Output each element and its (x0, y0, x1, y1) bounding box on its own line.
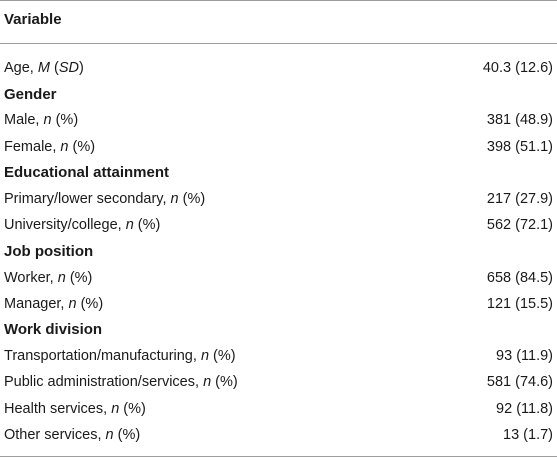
label-text: (%) (133, 217, 161, 234)
table-top-rule (0, 0, 557, 1)
table-row (0, 265, 557, 291)
label-text: Other services, (4, 426, 106, 443)
label-text: (%) (178, 191, 206, 208)
row-label (4, 112, 78, 128)
label-text: Male, (4, 112, 44, 129)
row-value: 562 (72.1) (486, 217, 553, 234)
section-header-row (0, 317, 557, 343)
table-row (0, 134, 557, 160)
row-value: 581 (74.6) (486, 374, 553, 391)
italic-symbol: n (200, 348, 210, 365)
label-text: Transportation/manufacturing, (4, 348, 201, 365)
section-label: Job position (4, 242, 94, 260)
label-text: (%) (211, 374, 238, 391)
label-text: Female, (4, 138, 61, 155)
row-label (4, 270, 92, 286)
label-text: ) (78, 60, 84, 77)
row-value: 381 (48.9) (486, 112, 553, 129)
row-value: 121 (15.5) (486, 295, 553, 312)
table-row (0, 212, 557, 238)
label-text: Primary/lower secondary, (4, 191, 171, 208)
table-body (0, 55, 557, 448)
column-header-variable: Variable (4, 11, 62, 28)
italic-symbol: n (203, 374, 212, 391)
table-header-rule (0, 43, 557, 44)
section-label: Educational attainment (4, 164, 170, 182)
section-label: Work division (4, 321, 103, 339)
label-text: (%) (76, 295, 104, 312)
table-row (0, 343, 557, 369)
label-text: (%) (68, 138, 96, 155)
row-value: 217 (27.9) (486, 191, 553, 208)
label-text: ( (49, 60, 59, 77)
table-row (0, 186, 557, 212)
label-text: (%) (209, 348, 236, 365)
section-label: Gender (4, 85, 57, 103)
italic-symbol: n (111, 400, 120, 417)
label-text: Worker, (4, 269, 58, 286)
row-value: 398 (51.1) (486, 138, 553, 155)
section-header-row (0, 81, 557, 107)
row-value: 13 (1.7) (503, 426, 553, 443)
label-text: (%) (65, 269, 93, 286)
italic-symbol: n (43, 112, 52, 129)
table-row (0, 422, 557, 448)
label-text: Public administration/services, (4, 374, 204, 391)
label-text: University/college, (4, 217, 126, 234)
section-header-row (0, 160, 557, 186)
label-text: Manager, (4, 295, 69, 312)
row-label (4, 191, 205, 207)
italic-symbol: SD (58, 60, 79, 77)
table-bottom-rule (0, 456, 557, 457)
table-row (0, 55, 557, 81)
table-row (0, 395, 557, 421)
italic-symbol: n (60, 138, 69, 155)
row-label (4, 217, 160, 233)
label-text: (%) (119, 400, 146, 417)
italic-symbol: n (125, 217, 134, 234)
italic-symbol: n (105, 426, 114, 443)
row-label (4, 427, 140, 443)
label-text: Age, (4, 60, 38, 77)
italic-symbol: n (170, 191, 179, 208)
italic-symbol: n (68, 295, 77, 312)
label-text: (%) (51, 112, 79, 129)
italic-symbol: M (37, 60, 50, 77)
row-value: 92 (11.8) (496, 400, 553, 417)
table-row (0, 291, 557, 317)
row-label (4, 139, 95, 155)
row-value: 658 (84.5) (486, 269, 553, 286)
row-value: 93 (11.9) (496, 348, 553, 365)
label-text: Health services, (4, 400, 112, 417)
table-row (0, 107, 557, 133)
label-text: (%) (113, 426, 141, 443)
row-label (4, 60, 84, 76)
table-row (0, 369, 557, 395)
row-label (4, 296, 103, 312)
row-label (4, 401, 146, 417)
section-header-row (0, 238, 557, 264)
row-label (4, 348, 236, 364)
row-value: 40.3 (12.6) (482, 60, 553, 77)
italic-symbol: n (57, 269, 66, 286)
row-label (4, 374, 238, 390)
